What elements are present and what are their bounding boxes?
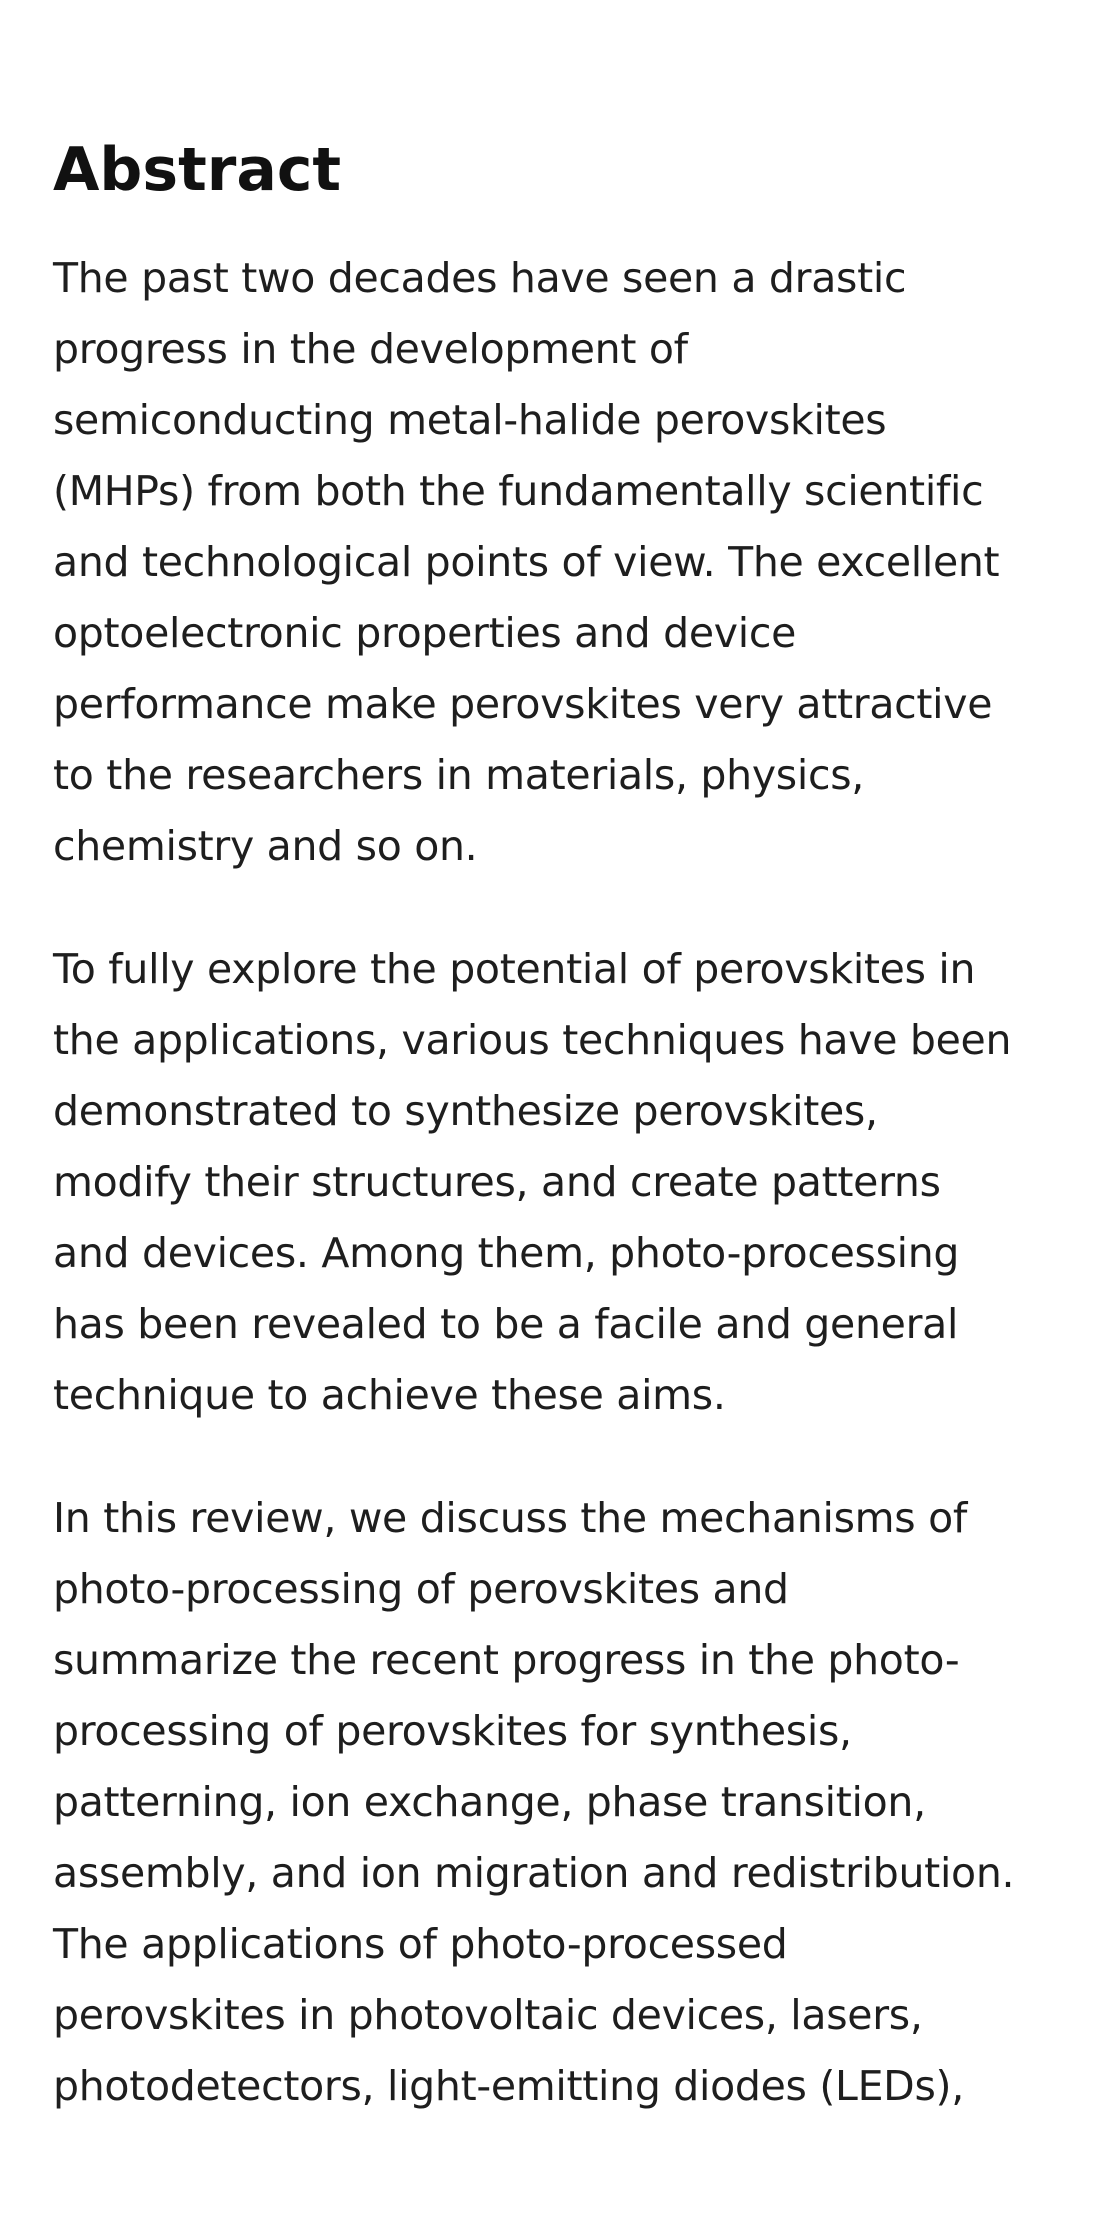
text-line: The applications of photo-processed [53,1920,788,1968]
text-line: (MHPs) from both the fundamentally scientific [53,467,984,515]
text-line: demonstrated to synthesize perovskites, [53,1087,878,1135]
text-line: chemistry and so on. [53,822,478,870]
text-line: optoelectronic properties and device [53,609,797,657]
text-line: The past two decades have seen a drastic [53,254,907,302]
text-line: patterning, ion exchange, phase transition, [53,1778,926,1826]
text-line: photodetectors, light-emitting diodes (LEDs), [53,2062,964,2110]
text-line: photo-processing of perovskites and [53,1565,789,1613]
abstract-paragraph-3 [53,1483,1093,2122]
abstract-section [53,0,1093,2122]
text-line: processing of perovskites for synthesis, [53,1707,852,1755]
text-line: assembly, and ion migration and redistribution. [53,1849,1015,1897]
text-line: and devices. Among them, photo-processing [53,1229,960,1277]
text-line: technique to achieve these aims. [53,1371,726,1419]
text-line: semiconducting metal-halide perovskites [53,396,887,444]
text-line: modify their structures, and create patterns [53,1158,941,1206]
text-line: In this review, we discuss the mechanisms of [53,1494,967,1542]
text-line: to the researchers in materials, physics, [53,751,864,799]
text-line: has been revealed to be a facile and general [53,1300,959,1348]
abstract-heading: Abstract [53,135,342,205]
text-line: summarize the recent progress in the photo- [53,1636,960,1684]
text-line: To fully explore the potential of perovskites in [53,945,976,993]
text-line: progress in the development of [53,325,688,373]
abstract-paragraph-2 [53,934,1093,1431]
text-line: perovskites in photovoltaic devices, lasers, [53,1991,923,2039]
text-line: performance make perovskites very attractive [53,680,993,728]
abstract-paragraph-1 [53,243,1093,882]
text-line: the applications, various techniques have been [53,1016,1012,1064]
text-line: and technological points of view. The excellent [53,538,1000,586]
